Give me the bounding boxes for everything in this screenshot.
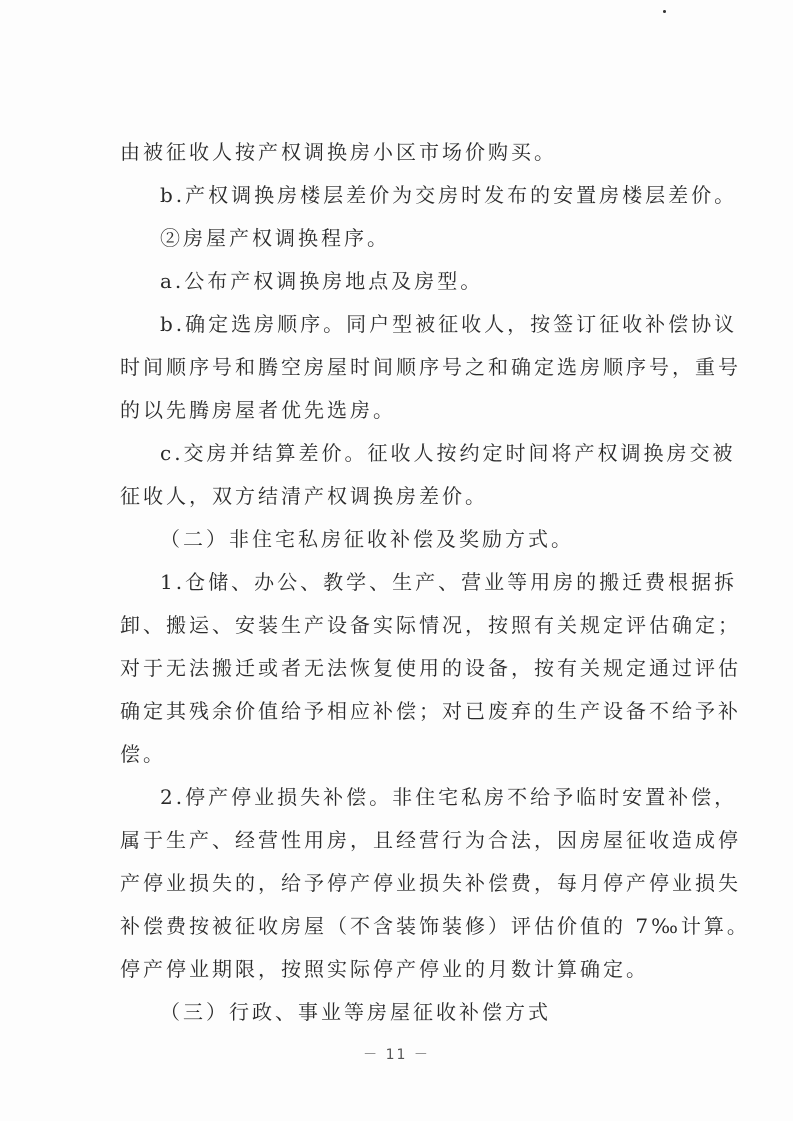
paragraph-line: 的以先腾房屋者优先选房。 — [120, 398, 396, 422]
paragraph-line: 时间顺序号和腾空房屋时间顺序号之和确定选房顺序号，重号 — [120, 355, 741, 379]
scan-mark — [663, 10, 666, 13]
section-heading: （二）非住宅私房征收补偿及奖励方式。 — [160, 527, 574, 551]
paragraph-line: 对于无法搬迁或者无法恢复使用的设备，按有关规定通过评估 — [120, 656, 741, 680]
paragraph-line: b.确定选房顺序。同户型被征收人，按签订征收补偿协议 — [160, 312, 738, 336]
paragraph-line: 停产停业期限，按照实际停产停业的月数计算确定。 — [120, 957, 649, 981]
paragraph-line: 1.仓储、办公、教学、生产、营业等用房的搬迁费根据拆 — [160, 570, 738, 594]
paragraph-line: 确定其残余价值给予相应补偿；对已废弃的生产设备不给予补 — [120, 699, 741, 723]
paragraph-line: 补偿费按被征收房屋（不含装饰装修）评估价值的 7‰计算。 — [120, 914, 750, 938]
paragraph-line: 卸、搬运、安装生产设备实际情况，按照有关规定评估确定； — [120, 613, 741, 637]
paragraph-line: a.公布产权调换房地点及房型。 — [160, 269, 484, 293]
paragraph-line: b.产权调换房楼层差价为交房时发布的安置房楼层差价。 — [160, 183, 738, 207]
page-number: － 11 － — [363, 1047, 430, 1063]
paragraph-line: 产停业损失的，给予停产停业损失补偿费，每月停产停业损失 — [120, 871, 741, 895]
paragraph-line: 2.停产停业损失补偿。非住宅私房不给予临时安置补偿， — [160, 785, 738, 809]
paragraph-line: 偿。 — [120, 742, 166, 766]
paragraph-line: 属于生产、经营性用房，且经营行为合法，因房屋征收造成停 — [120, 828, 741, 852]
paragraph-line: 由被征收人按产权调换房小区市场价购买。 — [120, 140, 557, 164]
section-heading: （三）行政、事业等房屋征收补偿方式 — [160, 1000, 551, 1024]
paragraph-line: ②房屋产权调换程序。 — [160, 226, 390, 250]
paragraph-line: c.交房并结算差价。征收人按约定时间将产权调换房交被 — [160, 441, 736, 465]
paragraph-line: 征收人，双方结清产权调换房差价。 — [120, 484, 488, 508]
